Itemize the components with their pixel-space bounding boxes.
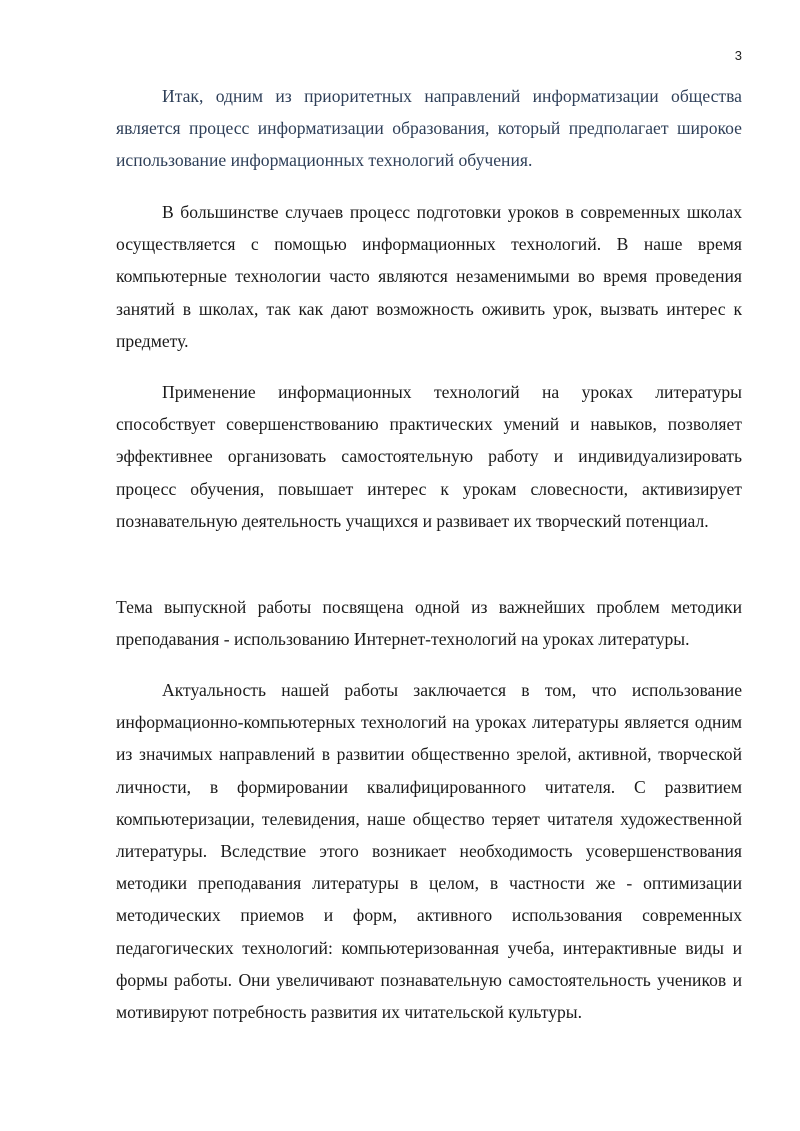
paragraph-thesis-topic: Тема выпускной работы посвящена одной из важнейших проблем методики преподавания - использованию Интернет-технологий на уроках литературы. [116, 597, 742, 650]
paragraph-lesson-preparation: В большинстве случаев процесс подготовки уроков в современных школах осуществляется с помощью информационных технологий. В наше время компьютерные технологии часто являются незаменимыми во время проведения занятий в школах, так как дают возможность оживить урок, вызвать интерес к предмету. [116, 202, 742, 351]
paragraph-it-application: Применение информационных технологий на уроках литературы способствует совершенствованию практических умений и навыков, позволяет эффективнее организовать самостоятельную работу и индивидуализировать процесс обучения, повышает интерес к урокам словесности, активизирует познавательную деятельность учащихся и развивает их творческий потенциал. [116, 382, 742, 531]
paragraph-relevance: Актуальность нашей работы заключается в том, что использование информационно-компьютерных технологий на уроках литературы является одним из значимых направлений в развитии общественно зрелой, активной, творческой личности, в формировании квалифицированного читателя. С развитием компьютеризации, телевидения, наше общество теряет читателя художественной литературы. Вследствие этого возникает необходимость усовершенствования методики преподавания литературы в целом, в частности же - оптимизации методических приемов и форм, активного использования современных педагогических технологий: компьютеризованная учеба, интерактивные виды и формы работы. Они увеличивают познавательную самостоятельность учеников и мотивируют потребность развития их читательской культуры. [116, 680, 742, 1023]
page-number: 3 [734, 48, 742, 63]
paragraph-informatization: Итак, одним из приоритетных направлений информатизации общества является процесс информатизации образования, который предполагает широкое использование информационных технологий обучения. [116, 86, 742, 171]
